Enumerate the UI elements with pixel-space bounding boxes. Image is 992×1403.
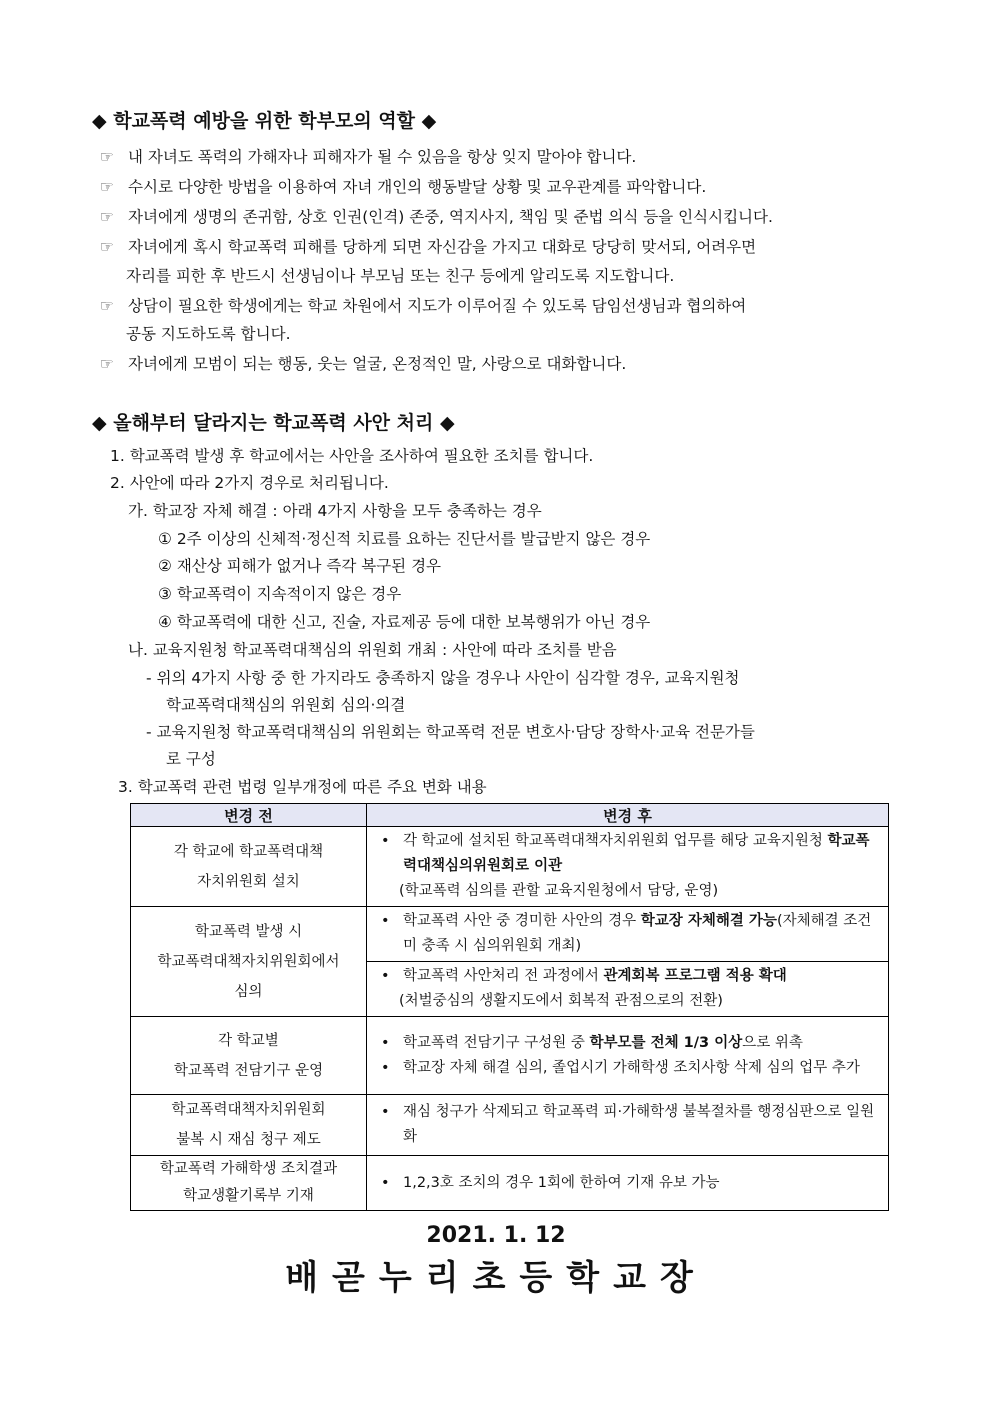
- after-cell: [367, 1156, 889, 1211]
- before-text: 각 학교에 학교폭력대책: [173, 843, 324, 860]
- header-after: 변경 후: [367, 804, 889, 827]
- before-cell: [131, 1017, 367, 1095]
- condition-1: ① 2주 이상의 신체적·정신적 치료를 요하는 진단서를 발급받지 않은 경우: [158, 530, 651, 548]
- after-text-bold: 관계회복 프로그램 적용 확대: [603, 968, 787, 984]
- section2-title: ◆ 올해부터 달라지는 학교폭력 사안 처리 ◆: [92, 412, 455, 434]
- bullet-icon: •: [381, 833, 390, 849]
- after-note: (처벌중심의 생활지도에서 회복적 관점으로의 전환): [399, 993, 723, 1009]
- bullet-icon: •: [381, 1174, 390, 1191]
- bullet-icon: •: [381, 1034, 390, 1051]
- after-cell: [367, 1017, 889, 1095]
- before-cell: [131, 1095, 367, 1156]
- header-before: 변경 전: [131, 804, 367, 827]
- item-text: 자녀에게 모범이 되는 행동, 웃는 얼굴, 온정적인 말, 사랑으로 대화합니다.: [128, 355, 627, 373]
- bullet-icon: •: [381, 1104, 390, 1120]
- list-item: [100, 145, 636, 167]
- after-text: 각 학교에 설치된 학교폭력대책자치위원회 업무를 해당 교육지원청: [403, 833, 828, 849]
- before-text: 학교폭력 발생 시: [194, 923, 303, 940]
- after-text: 학교장 자체 해결 심의, 졸업시기 가해학생 조치사항 삭제 심의 업무 추가: [403, 1059, 860, 1076]
- after-text: 재심 청구가 삭제되고 학교폭력 피·가해학생 불복절차를 행정심판으로 일원화: [403, 1104, 875, 1145]
- bullet-item: [377, 964, 880, 989]
- changes-table: [130, 803, 889, 1211]
- before-cell: [131, 907, 367, 1017]
- subsection-na: 나. 교육지원청 학교폭력대책심의 위원회 개최 : 사안에 따라 조치를 받음: [128, 641, 617, 659]
- list-item: [100, 205, 773, 227]
- list-item: [100, 352, 626, 374]
- table-row: [131, 1017, 889, 1095]
- paragraph-1: 1. 학교폭력 발생 후 학교에서는 사안을 조사하여 필요한 조치를 합니다.: [110, 447, 594, 465]
- pointing-hand-icon: ☞: [100, 355, 114, 373]
- before-cell: [131, 1156, 367, 1211]
- after-text-bold: 학부모를 전체 1/3 이상: [589, 1034, 743, 1051]
- table-row: [131, 1156, 889, 1211]
- before-text: 학교폭력 가해학생 조치결과: [159, 1161, 338, 1177]
- after-note: (학교폭력 심의를 관할 교육지원청에서 담당, 운영): [399, 883, 719, 899]
- after-text: 학교폭력 사안 중 경미한 사안의 경우: [403, 913, 641, 929]
- after-cell: [367, 907, 889, 962]
- table-header-row: [131, 804, 889, 827]
- before-text: 학교폭력대책자치위원회에서: [157, 953, 340, 970]
- after-cell: [367, 827, 889, 907]
- document-date: 2021. 1. 12: [426, 1223, 566, 1248]
- bullet-item: [377, 909, 880, 959]
- subsection-ga: 가. 학교장 자체 해결 : 아래 4가지 사항을 모두 충족하는 경우: [128, 502, 542, 520]
- item-text: 상담이 필요한 학생에게는 학교 차원에서 지도가 이루어질 수 있도록 담임선생님과 협의하여: [128, 297, 747, 315]
- list-item: [100, 175, 706, 197]
- pointing-hand-icon: ☞: [100, 148, 114, 166]
- before-cell: [131, 827, 367, 907]
- pointing-hand-icon: ☞: [100, 238, 114, 256]
- paragraph-3: 3. 학교폭력 관련 법령 일부개정에 따른 주요 변화 내용: [118, 778, 487, 796]
- bullet-item: [377, 1100, 880, 1150]
- before-text: 학교생활기록부 기재: [183, 1188, 314, 1204]
- list-item: [100, 235, 756, 257]
- bullet-item: [377, 1031, 880, 1056]
- before-text: 심의: [234, 983, 263, 1000]
- table-row: [131, 1095, 889, 1156]
- dash-item-2-continued: 로 구성: [166, 750, 216, 768]
- item-text-continued: 공동 지도하도록 합니다.: [126, 325, 291, 343]
- condition-4: ④ 학교폭력에 대한 신고, 진술, 자료제공 등에 대한 보복행위가 아닌 경우: [158, 613, 651, 631]
- dash-item-2: - 교육지원청 학교폭력대책심의 위원회는 학교폭력 전문 변호사·담당 장학사·교육 전문가들: [146, 723, 755, 741]
- before-text: 자치위원회 설치: [197, 873, 300, 890]
- before-text: 각 학교별: [218, 1032, 279, 1049]
- after-text: 1,2,3호 조치의 경우 1회에 한하여 기재 유보 가능: [403, 1174, 720, 1191]
- after-text-bold: 학교폭력대책심의위원회로 이관: [403, 833, 870, 874]
- before-text: 불복 시 재심 청구 제도: [176, 1132, 321, 1148]
- bullet-icon: •: [381, 913, 390, 929]
- after-text-bold: 학교장 자체해결 가능: [640, 913, 777, 929]
- item-text: 자녀에게 혹시 학교폭력 피해를 당하게 되면 자신감을 가지고 대화로 당당히 맞서되, 어려우면: [128, 238, 757, 256]
- after-cell: [367, 1095, 889, 1156]
- signer-title: 배곧누리초등학교장: [285, 1258, 707, 1298]
- dash-item-1-continued: 학교폭력대책심의 위원회 심의·의결: [166, 696, 406, 714]
- bullet-icon: •: [381, 1059, 390, 1076]
- after-text: 으로 위촉: [742, 1034, 803, 1051]
- item-text: 수시로 다양한 방법을 이용하여 자녀 개인의 행동발달 상황 및 교우관계를 파악합니다.: [128, 178, 707, 196]
- condition-3: ③ 학교폭력이 지속적이지 않은 경우: [158, 585, 402, 603]
- before-text: 학교폭력 전담기구 운영: [173, 1062, 324, 1079]
- pointing-hand-icon: ☞: [100, 178, 114, 196]
- bullet-icon: •: [381, 968, 390, 984]
- after-cell: [367, 962, 889, 1017]
- dash-item-1: - 위의 4가지 사항 중 한 가지라도 충족하지 않을 경우나 사안이 심각할 경우, 교육지원청: [146, 669, 740, 687]
- after-text: 학교폭력 사안처리 전 과정에서: [403, 968, 604, 984]
- pointing-hand-icon: ☞: [100, 297, 114, 315]
- item-text: 자녀에게 생명의 존귀함, 상호 인권(인격) 존중, 역지사지, 책임 및 준법 의식 등을 인식시킵니다.: [128, 208, 773, 226]
- table-row: [131, 907, 889, 962]
- after-text: 학교폭력 전담기구 구성원 중: [403, 1034, 590, 1051]
- item-text-continued: 자리를 피한 후 반드시 선생님이나 부모님 또는 친구 등에게 알리도록 지도합니다.: [126, 267, 675, 285]
- list-item: [100, 294, 746, 316]
- bullet-item: [377, 1171, 880, 1196]
- bullet-item: [377, 1056, 880, 1081]
- pointing-hand-icon: ☞: [100, 208, 114, 226]
- item-text: 내 자녀도 폭력의 가해자나 피해자가 될 수 있음을 항상 잊지 말아야 합니다.: [128, 148, 637, 166]
- condition-2: ② 재산상 피해가 없거나 즉각 복구된 경우: [158, 557, 442, 575]
- table-row: [131, 827, 889, 907]
- section1-title: ◆ 학교폭력 예방을 위한 학부모의 역할 ◆: [92, 110, 437, 132]
- paragraph-2: 2. 사안에 따라 2가지 경우로 처리됩니다.: [110, 474, 389, 492]
- before-text: 학교폭력대책자치위원회: [171, 1102, 326, 1118]
- bullet-item: [377, 829, 880, 879]
- after-text: (자체해결 조건 미 충족 시 심의위원회 개최): [403, 913, 872, 954]
